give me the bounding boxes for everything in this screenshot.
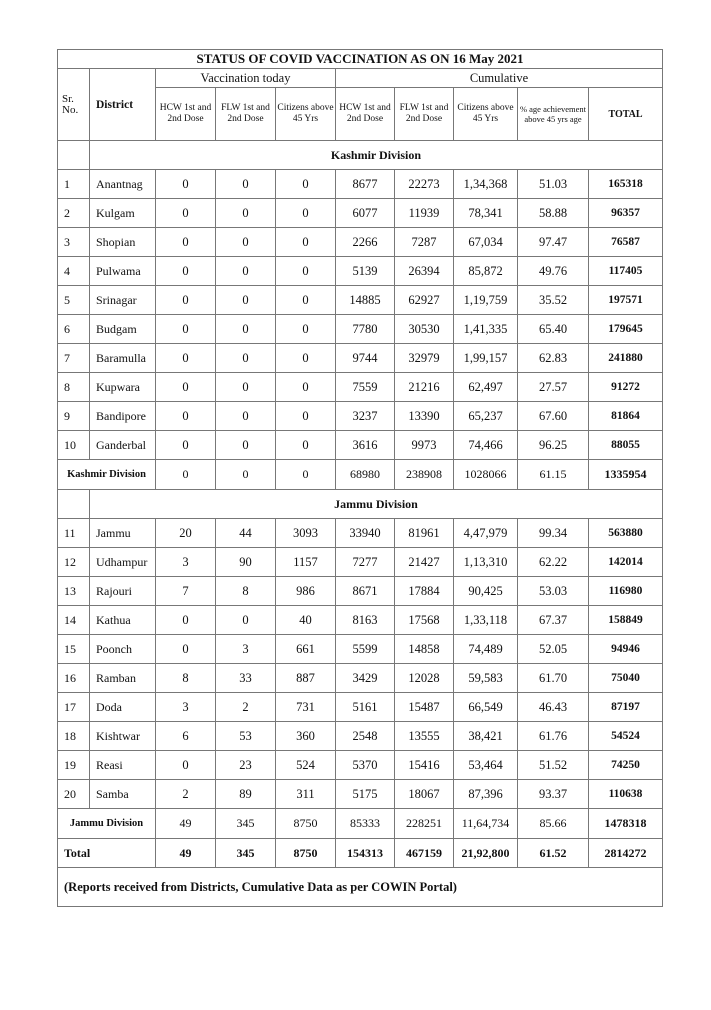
citizens-today-cell: 8750 bbox=[276, 839, 336, 868]
total-cell: 142014 bbox=[589, 548, 663, 577]
total-cell: 87197 bbox=[589, 693, 663, 722]
table-row bbox=[58, 373, 663, 402]
header-sr-no: Sr. No. bbox=[58, 69, 90, 141]
hcw-today-cell: 0 bbox=[156, 402, 216, 431]
percent-achievement-cell: 85.66 bbox=[518, 809, 589, 839]
citizens-today-cell: 731 bbox=[276, 693, 336, 722]
flw-cumulative-cell: 15487 bbox=[395, 693, 454, 722]
sr-no-cell: 18 bbox=[58, 722, 90, 751]
district-cell: Jammu bbox=[90, 519, 156, 548]
flw-cumulative-cell: 32979 bbox=[395, 344, 454, 373]
flw-cumulative-cell: 22273 bbox=[395, 170, 454, 199]
citizens-cumulative-cell: 1,19,759 bbox=[454, 286, 518, 315]
vaccination-status-document bbox=[57, 49, 662, 907]
hcw-today-cell: 7 bbox=[156, 577, 216, 606]
district-cell: Pulwama bbox=[90, 257, 156, 286]
hcw-today-cell: 8 bbox=[156, 664, 216, 693]
flw-today-cell: 0 bbox=[216, 606, 276, 635]
citizens-today-cell: 3093 bbox=[276, 519, 336, 548]
sr-no-cell: 10 bbox=[58, 431, 90, 460]
table-title: STATUS OF COVID VACCINATION AS ON 16 May 2021 bbox=[58, 50, 663, 69]
flw-cumulative-cell: 18067 bbox=[395, 780, 454, 809]
citizens-cumulative-cell: 38,421 bbox=[454, 722, 518, 751]
flw-today-cell: 0 bbox=[216, 431, 276, 460]
hcw-today-cell: 0 bbox=[156, 170, 216, 199]
flw-cumulative-cell: 21216 bbox=[395, 373, 454, 402]
flw-today-cell: 0 bbox=[216, 373, 276, 402]
total-cell: 117405 bbox=[589, 257, 663, 286]
percent-achievement-cell: 51.52 bbox=[518, 751, 589, 780]
district-cell: Shopian bbox=[90, 228, 156, 257]
table-row bbox=[58, 548, 663, 577]
percent-achievement-cell: 53.03 bbox=[518, 577, 589, 606]
hcw-cumulative-cell: 154313 bbox=[336, 839, 395, 868]
header-district: District bbox=[90, 69, 156, 141]
header-percent-achievement: % age achievement above 45 yrs age bbox=[518, 88, 589, 141]
hcw-cumulative-cell: 8677 bbox=[336, 170, 395, 199]
percent-achievement-cell: 46.43 bbox=[518, 693, 589, 722]
division-heading: Kashmir Division bbox=[90, 141, 663, 170]
citizens-cumulative-cell: 1028066 bbox=[454, 460, 518, 490]
total-cell: 2814272 bbox=[589, 839, 663, 868]
citizens-today-cell: 0 bbox=[276, 460, 336, 490]
flw-today-cell: 53 bbox=[216, 722, 276, 751]
sr-no-cell: 12 bbox=[58, 548, 90, 577]
citizens-cumulative-cell: 65,237 bbox=[454, 402, 518, 431]
percent-achievement-cell: 61.76 bbox=[518, 722, 589, 751]
sr-no-cell: 19 bbox=[58, 751, 90, 780]
district-cell: Anantnag bbox=[90, 170, 156, 199]
citizens-today-cell: 40 bbox=[276, 606, 336, 635]
total-cell: 179645 bbox=[589, 315, 663, 344]
table-row bbox=[58, 751, 663, 780]
empty-cell bbox=[58, 490, 90, 519]
jammu-division-subtotal-row bbox=[58, 809, 663, 839]
table-row bbox=[58, 635, 663, 664]
header-hcw-today: HCW 1st and 2nd Dose bbox=[156, 88, 216, 141]
district-cell: Kupwara bbox=[90, 373, 156, 402]
flw-today-cell: 23 bbox=[216, 751, 276, 780]
citizens-cumulative-cell: 1,41,335 bbox=[454, 315, 518, 344]
header-group-today: Vaccination today bbox=[156, 69, 336, 88]
citizens-today-cell: 0 bbox=[276, 228, 336, 257]
flw-today-cell: 0 bbox=[216, 315, 276, 344]
citizens-today-cell: 661 bbox=[276, 635, 336, 664]
total-cell: 88055 bbox=[589, 431, 663, 460]
hcw-cumulative-cell: 5161 bbox=[336, 693, 395, 722]
sr-no-cell: 4 bbox=[58, 257, 90, 286]
header-hcw-cumulative: HCW 1st and 2nd Dose bbox=[336, 88, 395, 141]
hcw-cumulative-cell: 8163 bbox=[336, 606, 395, 635]
hcw-today-cell: 49 bbox=[156, 839, 216, 868]
sr-no-cell: 13 bbox=[58, 577, 90, 606]
table-row bbox=[58, 257, 663, 286]
sr-no-cell: 11 bbox=[58, 519, 90, 548]
total-cell: 197571 bbox=[589, 286, 663, 315]
total-cell: 1335954 bbox=[589, 460, 663, 490]
table-row bbox=[58, 315, 663, 344]
district-cell: Poonch bbox=[90, 635, 156, 664]
header-citizens-today: Citizens above 45 Yrs bbox=[276, 88, 336, 141]
flw-today-cell: 0 bbox=[216, 344, 276, 373]
hcw-today-cell: 20 bbox=[156, 519, 216, 548]
footnote: (Reports received from Districts, Cumulative Data as per COWIN Portal) bbox=[58, 868, 663, 907]
hcw-today-cell: 0 bbox=[156, 286, 216, 315]
percent-achievement-cell: 67.37 bbox=[518, 606, 589, 635]
sr-no-cell: 6 bbox=[58, 315, 90, 344]
total-cell: 94946 bbox=[589, 635, 663, 664]
jammu-division-heading bbox=[58, 490, 663, 519]
total-cell: 158849 bbox=[589, 606, 663, 635]
total-cell: 1478318 bbox=[589, 809, 663, 839]
district-cell: Bandipore bbox=[90, 402, 156, 431]
table-row bbox=[58, 780, 663, 809]
hcw-today-cell: 3 bbox=[156, 548, 216, 577]
flw-today-cell: 8 bbox=[216, 577, 276, 606]
hcw-today-cell: 3 bbox=[156, 693, 216, 722]
percent-achievement-cell: 52.05 bbox=[518, 635, 589, 664]
percent-achievement-cell: 61.15 bbox=[518, 460, 589, 490]
citizens-cumulative-cell: 90,425 bbox=[454, 577, 518, 606]
flw-cumulative-cell: 21427 bbox=[395, 548, 454, 577]
citizens-cumulative-cell: 11,64,734 bbox=[454, 809, 518, 839]
flw-cumulative-cell: 17568 bbox=[395, 606, 454, 635]
kashmir-division-heading bbox=[58, 141, 663, 170]
table-row bbox=[58, 170, 663, 199]
citizens-cumulative-cell: 67,034 bbox=[454, 228, 518, 257]
hcw-cumulative-cell: 14885 bbox=[336, 286, 395, 315]
flw-today-cell: 0 bbox=[216, 228, 276, 257]
flw-cumulative-cell: 13555 bbox=[395, 722, 454, 751]
hcw-cumulative-cell: 5599 bbox=[336, 635, 395, 664]
district-cell: Kulgam bbox=[90, 199, 156, 228]
citizens-today-cell: 887 bbox=[276, 664, 336, 693]
citizens-today-cell: 986 bbox=[276, 577, 336, 606]
flw-today-cell: 345 bbox=[216, 809, 276, 839]
citizens-cumulative-cell: 87,396 bbox=[454, 780, 518, 809]
hcw-today-cell: 2 bbox=[156, 780, 216, 809]
flw-today-cell: 3 bbox=[216, 635, 276, 664]
table-row bbox=[58, 199, 663, 228]
hcw-today-cell: 6 bbox=[156, 722, 216, 751]
hcw-cumulative-cell: 7559 bbox=[336, 373, 395, 402]
district-cell: Samba bbox=[90, 780, 156, 809]
total-cell: 74250 bbox=[589, 751, 663, 780]
flw-cumulative-cell: 14858 bbox=[395, 635, 454, 664]
citizens-cumulative-cell: 4,47,979 bbox=[454, 519, 518, 548]
hcw-cumulative-cell: 8671 bbox=[336, 577, 395, 606]
flw-cumulative-cell: 7287 bbox=[395, 228, 454, 257]
flw-cumulative-cell: 15416 bbox=[395, 751, 454, 780]
division-heading: Jammu Division bbox=[90, 490, 663, 519]
header-flw-today: FLW 1st and 2nd Dose bbox=[216, 88, 276, 141]
flw-today-cell: 90 bbox=[216, 548, 276, 577]
district-cell: Kathua bbox=[90, 606, 156, 635]
citizens-today-cell: 0 bbox=[276, 373, 336, 402]
citizens-today-cell: 0 bbox=[276, 257, 336, 286]
sr-no-cell: 17 bbox=[58, 693, 90, 722]
total-cell: 76587 bbox=[589, 228, 663, 257]
hcw-today-cell: 0 bbox=[156, 751, 216, 780]
citizens-cumulative-cell: 74,489 bbox=[454, 635, 518, 664]
total-cell: 165318 bbox=[589, 170, 663, 199]
flw-cumulative-cell: 467159 bbox=[395, 839, 454, 868]
hcw-cumulative-cell: 2548 bbox=[336, 722, 395, 751]
flw-today-cell: 345 bbox=[216, 839, 276, 868]
total-cell: 75040 bbox=[589, 664, 663, 693]
citizens-today-cell: 524 bbox=[276, 751, 336, 780]
percent-achievement-cell: 51.03 bbox=[518, 170, 589, 199]
district-cell: Rajouri bbox=[90, 577, 156, 606]
table-row bbox=[58, 577, 663, 606]
flw-today-cell: 33 bbox=[216, 664, 276, 693]
citizens-today-cell: 0 bbox=[276, 315, 336, 344]
hcw-cumulative-cell: 5175 bbox=[336, 780, 395, 809]
flw-cumulative-cell: 13390 bbox=[395, 402, 454, 431]
flw-cumulative-cell: 228251 bbox=[395, 809, 454, 839]
header-flw-cumulative: FLW 1st and 2nd Dose bbox=[395, 88, 454, 141]
total-cell: 241880 bbox=[589, 344, 663, 373]
hcw-today-cell: 49 bbox=[156, 809, 216, 839]
citizens-today-cell: 8750 bbox=[276, 809, 336, 839]
total-cell: 54524 bbox=[589, 722, 663, 751]
flw-today-cell: 2 bbox=[216, 693, 276, 722]
district-cell: Baramulla bbox=[90, 344, 156, 373]
citizens-cumulative-cell: 74,466 bbox=[454, 431, 518, 460]
sr-no-cell: 14 bbox=[58, 606, 90, 635]
table-row bbox=[58, 286, 663, 315]
district-cell: Reasi bbox=[90, 751, 156, 780]
district-cell: Udhampur bbox=[90, 548, 156, 577]
flw-cumulative-cell: 9973 bbox=[395, 431, 454, 460]
citizens-cumulative-cell: 1,13,310 bbox=[454, 548, 518, 577]
hcw-today-cell: 0 bbox=[156, 315, 216, 344]
total-cell: 81864 bbox=[589, 402, 663, 431]
table-row bbox=[58, 228, 663, 257]
flw-cumulative-cell: 11939 bbox=[395, 199, 454, 228]
percent-achievement-cell: 61.52 bbox=[518, 839, 589, 868]
percent-achievement-cell: 61.70 bbox=[518, 664, 589, 693]
percent-achievement-cell: 97.47 bbox=[518, 228, 589, 257]
hcw-cumulative-cell: 9744 bbox=[336, 344, 395, 373]
hcw-today-cell: 0 bbox=[156, 606, 216, 635]
hcw-today-cell: 0 bbox=[156, 373, 216, 402]
table-row bbox=[58, 664, 663, 693]
hcw-cumulative-cell: 7780 bbox=[336, 315, 395, 344]
flw-cumulative-cell: 30530 bbox=[395, 315, 454, 344]
citizens-today-cell: 360 bbox=[276, 722, 336, 751]
flw-today-cell: 0 bbox=[216, 402, 276, 431]
table-row bbox=[58, 722, 663, 751]
citizens-today-cell: 0 bbox=[276, 402, 336, 431]
total-cell: 96357 bbox=[589, 199, 663, 228]
hcw-cumulative-cell: 68980 bbox=[336, 460, 395, 490]
table-row bbox=[58, 402, 663, 431]
table-row bbox=[58, 606, 663, 635]
citizens-cumulative-cell: 66,549 bbox=[454, 693, 518, 722]
flw-cumulative-cell: 17884 bbox=[395, 577, 454, 606]
percent-achievement-cell: 67.60 bbox=[518, 402, 589, 431]
sr-no-cell: 7 bbox=[58, 344, 90, 373]
total-cell: 116980 bbox=[589, 577, 663, 606]
percent-achievement-cell: 99.34 bbox=[518, 519, 589, 548]
row-label: Jammu Division bbox=[58, 809, 156, 839]
citizens-today-cell: 0 bbox=[276, 286, 336, 315]
hcw-cumulative-cell: 5139 bbox=[336, 257, 395, 286]
total-cell: 91272 bbox=[589, 373, 663, 402]
district-cell: Doda bbox=[90, 693, 156, 722]
hcw-cumulative-cell: 33940 bbox=[336, 519, 395, 548]
flw-today-cell: 0 bbox=[216, 286, 276, 315]
percent-achievement-cell: 49.76 bbox=[518, 257, 589, 286]
hcw-today-cell: 0 bbox=[156, 199, 216, 228]
citizens-today-cell: 311 bbox=[276, 780, 336, 809]
citizens-today-cell: 0 bbox=[276, 344, 336, 373]
hcw-cumulative-cell: 85333 bbox=[336, 809, 395, 839]
percent-achievement-cell: 93.37 bbox=[518, 780, 589, 809]
sr-no-cell: 8 bbox=[58, 373, 90, 402]
citizens-cumulative-cell: 21,92,800 bbox=[454, 839, 518, 868]
citizens-cumulative-cell: 1,33,118 bbox=[454, 606, 518, 635]
citizens-cumulative-cell: 1,99,157 bbox=[454, 344, 518, 373]
district-cell: Ganderbal bbox=[90, 431, 156, 460]
hcw-cumulative-cell: 5370 bbox=[336, 751, 395, 780]
flw-cumulative-cell: 81961 bbox=[395, 519, 454, 548]
flw-cumulative-cell: 12028 bbox=[395, 664, 454, 693]
sr-no-cell: 9 bbox=[58, 402, 90, 431]
total-cell: 110638 bbox=[589, 780, 663, 809]
district-cell: Budgam bbox=[90, 315, 156, 344]
flw-today-cell: 0 bbox=[216, 199, 276, 228]
hcw-today-cell: 0 bbox=[156, 344, 216, 373]
hcw-cumulative-cell: 7277 bbox=[336, 548, 395, 577]
percent-achievement-cell: 62.22 bbox=[518, 548, 589, 577]
flw-today-cell: 44 bbox=[216, 519, 276, 548]
vaccination-table bbox=[57, 49, 663, 907]
grand-total-row bbox=[58, 839, 663, 868]
row-label: Total bbox=[58, 839, 156, 868]
hcw-today-cell: 0 bbox=[156, 228, 216, 257]
hcw-today-cell: 0 bbox=[156, 431, 216, 460]
flw-cumulative-cell: 62927 bbox=[395, 286, 454, 315]
sr-no-cell: 16 bbox=[58, 664, 90, 693]
sr-no-cell: 15 bbox=[58, 635, 90, 664]
citizens-today-cell: 1157 bbox=[276, 548, 336, 577]
percent-achievement-cell: 27.57 bbox=[518, 373, 589, 402]
citizens-today-cell: 0 bbox=[276, 431, 336, 460]
citizens-cumulative-cell: 59,583 bbox=[454, 664, 518, 693]
citizens-cumulative-cell: 62,497 bbox=[454, 373, 518, 402]
sr-no-cell: 3 bbox=[58, 228, 90, 257]
hcw-today-cell: 0 bbox=[156, 257, 216, 286]
hcw-today-cell: 0 bbox=[156, 460, 216, 490]
sr-no-cell: 20 bbox=[58, 780, 90, 809]
hcw-today-cell: 0 bbox=[156, 635, 216, 664]
district-cell: Ramban bbox=[90, 664, 156, 693]
sr-no-cell: 2 bbox=[58, 199, 90, 228]
percent-achievement-cell: 35.52 bbox=[518, 286, 589, 315]
flw-cumulative-cell: 26394 bbox=[395, 257, 454, 286]
flw-today-cell: 89 bbox=[216, 780, 276, 809]
hcw-cumulative-cell: 3237 bbox=[336, 402, 395, 431]
citizens-cumulative-cell: 85,872 bbox=[454, 257, 518, 286]
citizens-cumulative-cell: 53,464 bbox=[454, 751, 518, 780]
percent-achievement-cell: 65.40 bbox=[518, 315, 589, 344]
district-cell: Kishtwar bbox=[90, 722, 156, 751]
empty-cell bbox=[58, 141, 90, 170]
sr-no-cell: 5 bbox=[58, 286, 90, 315]
hcw-cumulative-cell: 6077 bbox=[336, 199, 395, 228]
header-total: TOTAL bbox=[589, 88, 663, 141]
table-row bbox=[58, 519, 663, 548]
total-cell: 563880 bbox=[589, 519, 663, 548]
hcw-cumulative-cell: 3429 bbox=[336, 664, 395, 693]
citizens-today-cell: 0 bbox=[276, 170, 336, 199]
table-row bbox=[58, 431, 663, 460]
flw-today-cell: 0 bbox=[216, 170, 276, 199]
table-row bbox=[58, 693, 663, 722]
district-cell: Srinagar bbox=[90, 286, 156, 315]
percent-achievement-cell: 62.83 bbox=[518, 344, 589, 373]
table-row bbox=[58, 344, 663, 373]
citizens-cumulative-cell: 1,34,368 bbox=[454, 170, 518, 199]
row-label: Kashmir Division bbox=[58, 460, 156, 490]
flw-today-cell: 0 bbox=[216, 257, 276, 286]
citizens-cumulative-cell: 78,341 bbox=[454, 199, 518, 228]
sr-no-cell: 1 bbox=[58, 170, 90, 199]
percent-achievement-cell: 96.25 bbox=[518, 431, 589, 460]
header-group-cumulative: Cumulative bbox=[336, 69, 663, 88]
hcw-cumulative-cell: 3616 bbox=[336, 431, 395, 460]
kashmir-division-subtotal-row bbox=[58, 460, 663, 490]
citizens-today-cell: 0 bbox=[276, 199, 336, 228]
flw-cumulative-cell: 238908 bbox=[395, 460, 454, 490]
flw-today-cell: 0 bbox=[216, 460, 276, 490]
hcw-cumulative-cell: 2266 bbox=[336, 228, 395, 257]
header-citizens-cumulative: Citizens above 45 Yrs bbox=[454, 88, 518, 141]
percent-achievement-cell: 58.88 bbox=[518, 199, 589, 228]
